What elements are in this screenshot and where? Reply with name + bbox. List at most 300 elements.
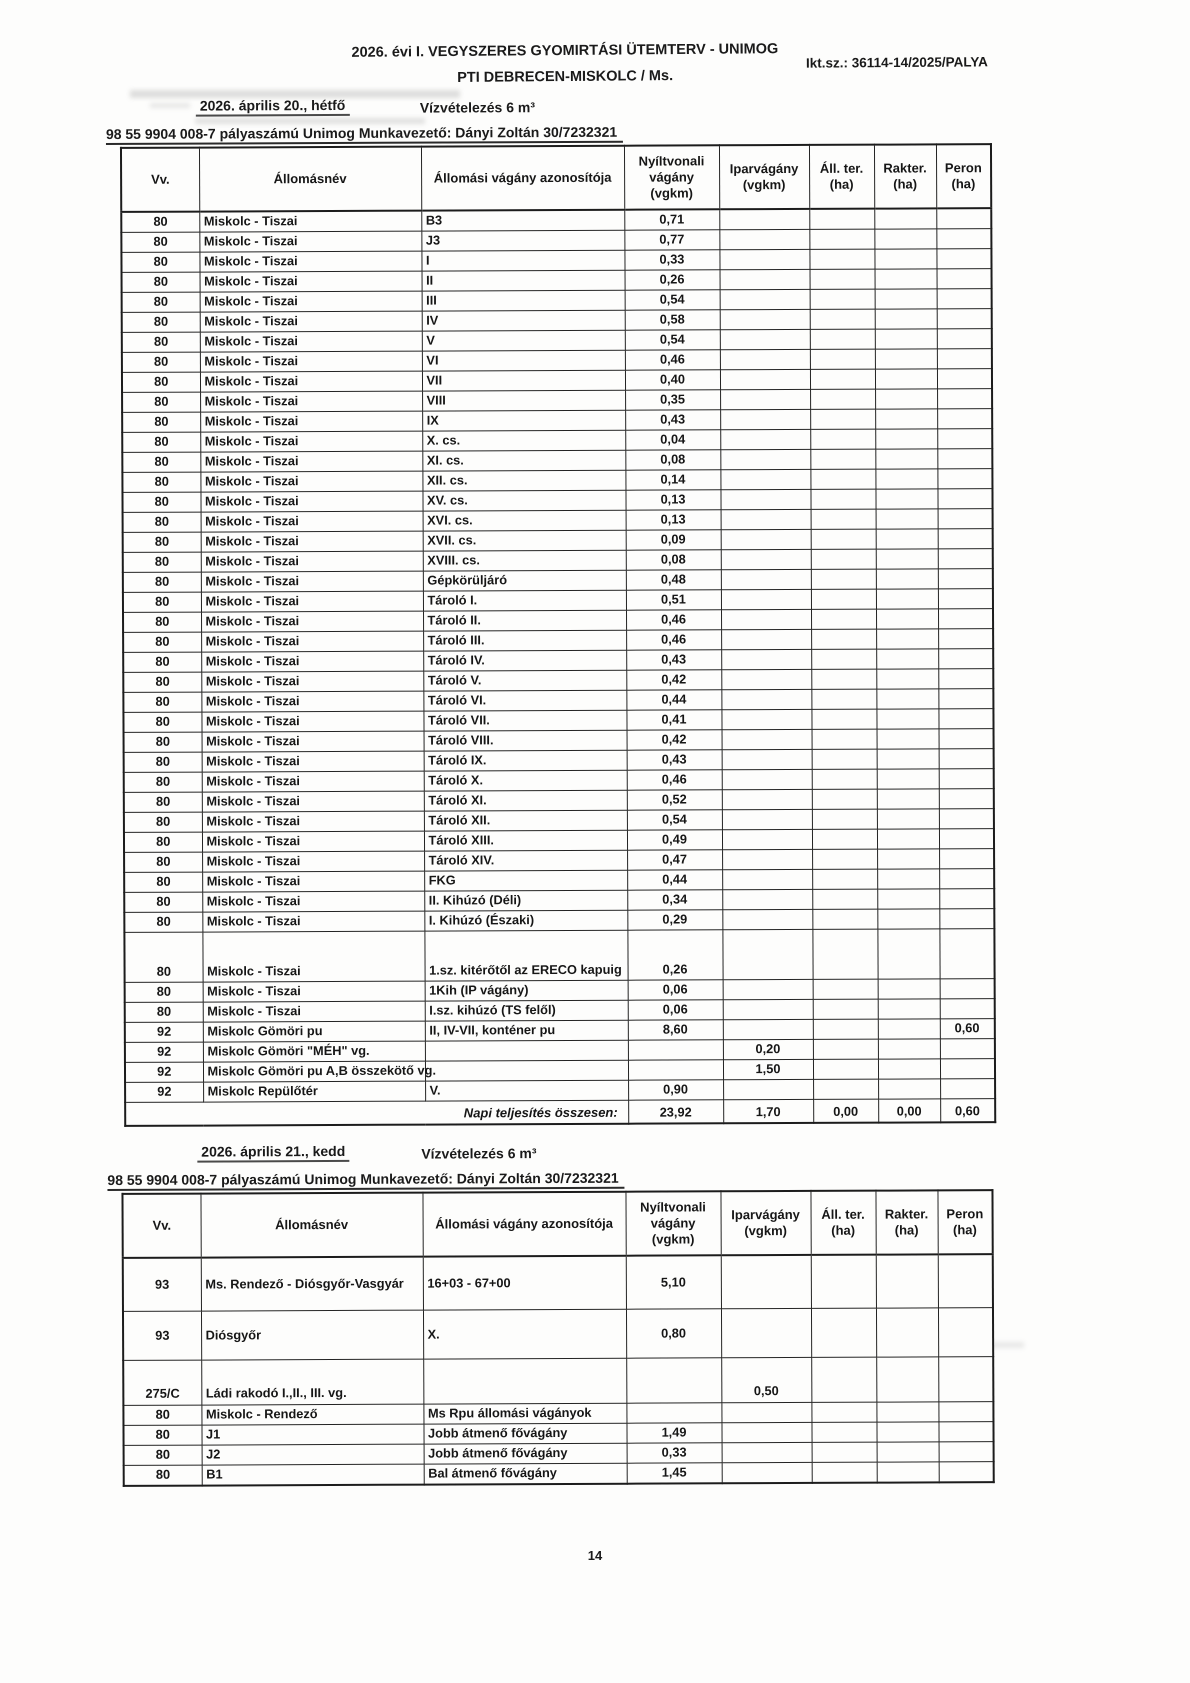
table-cell: 80	[124, 732, 202, 752]
table-cell: 80	[124, 912, 202, 932]
table-cell	[875, 309, 937, 329]
table-cell: 0,50	[721, 1357, 811, 1402]
table-cell: Miskolc - Tiszai	[199, 251, 421, 272]
table-cell: Miskolc Repülőtér	[203, 1081, 425, 1102]
table-cell	[876, 529, 938, 549]
table-cell	[721, 589, 811, 609]
table-row	[123, 1254, 993, 1311]
table-cell: 0,42	[627, 730, 722, 750]
table-cell: 80	[124, 932, 202, 982]
table-cell	[810, 449, 875, 469]
table-cell	[812, 809, 877, 829]
table-cell: B3	[421, 210, 624, 231]
table-cell: 93	[123, 1311, 201, 1360]
table-cell: Miskolc - Tiszai	[200, 391, 422, 412]
table-cell: II. Kihúzó (Déli)	[424, 890, 627, 911]
document-reference-number: Ikt.sz.: 36114-14/2025/PALYA	[805, 54, 988, 71]
table-cell	[875, 389, 937, 409]
table-cell	[720, 329, 810, 349]
table-cell	[938, 1357, 993, 1402]
table-cell	[721, 1255, 811, 1309]
table-cell	[720, 389, 810, 409]
table-cell: VI	[422, 350, 625, 371]
table-cell: Miskolc - Tiszai	[202, 871, 424, 892]
table-cell: II, IV-VII, konténer pu	[425, 1020, 628, 1041]
table-cell	[876, 1357, 938, 1402]
table-cell: 0,13	[626, 510, 721, 530]
table-cell: 80	[123, 672, 201, 692]
table-cell	[811, 509, 876, 529]
table-cell: Miskolc - Tiszai	[201, 711, 423, 732]
table-cell	[937, 429, 992, 449]
table-cell	[876, 649, 938, 669]
table-cell	[809, 209, 874, 230]
table-cell: 0,71	[624, 209, 719, 230]
table-cell: Miskolc - Tiszai	[200, 331, 422, 352]
table-cell: 0,44	[626, 690, 721, 710]
table-cell	[875, 369, 937, 389]
table-cell: 80	[122, 392, 200, 412]
daily-total-label: Napi teljesítés összesen:	[125, 1100, 628, 1126]
table-cell: Miskolc - Rendező	[201, 1404, 423, 1425]
table-cell	[626, 1358, 721, 1403]
table-cell: 0,20	[723, 1039, 813, 1059]
table-cell	[628, 1040, 723, 1060]
table-row	[123, 1357, 993, 1406]
table-cell: 0,35	[625, 390, 720, 410]
table-cell	[878, 1059, 940, 1079]
table-cell: 80	[122, 452, 200, 472]
table-cell: X. cs.	[422, 430, 625, 451]
col-header-open-line: Nyíltvonali vágány (vgkm)	[624, 145, 719, 209]
table-cell	[811, 649, 876, 669]
table-cell	[812, 1442, 877, 1462]
table-cell	[720, 349, 810, 369]
table-cell	[425, 1040, 628, 1061]
table-cell: 80	[123, 1405, 201, 1425]
table-cell	[722, 849, 812, 869]
table-cell: Miskolc - Tiszai	[201, 571, 423, 592]
col-header-industrial: Iparvágány (vgkm)	[719, 145, 809, 209]
title-line-1: 2026. évi I. VEGYSZERES GYOMIRTÁSI ÜTEMTERV - UNIMOG	[351, 41, 779, 61]
table-cell: 1.sz. kitérőtől az ERECO kapuig	[424, 930, 627, 981]
table-cell: Miskolc - Tiszai	[202, 771, 424, 792]
table-cell: 0,08	[626, 550, 721, 570]
table-cell	[723, 999, 813, 1019]
table-cell: 0,77	[624, 230, 719, 250]
table-cell: 80	[123, 512, 201, 532]
table-cell	[938, 529, 993, 549]
table-cell	[722, 789, 812, 809]
col-header-platform: Peron (ha)	[937, 1190, 992, 1254]
table-cell	[939, 849, 994, 869]
table-cell: Miskolc - Tiszai	[200, 271, 422, 292]
table-cell	[877, 829, 939, 849]
table-cell	[875, 449, 937, 469]
table-cell	[721, 689, 811, 709]
table-cell: 0,43	[625, 410, 720, 430]
col-header-vv: Vv.	[121, 148, 199, 212]
table-cell: 80	[123, 532, 201, 552]
table-cell	[877, 809, 939, 829]
table-cell: Tároló XIII.	[424, 830, 627, 851]
table-cell	[874, 249, 936, 269]
table-cell: XVI. cs.	[423, 510, 626, 531]
table-cell	[810, 489, 875, 509]
table-cell: 0,48	[626, 570, 721, 590]
table-cell	[939, 789, 994, 809]
schedule-table	[120, 143, 996, 1127]
table-cell	[938, 629, 993, 649]
table-cell: I. Kihúzó (Északi)	[424, 910, 627, 931]
table-cell: Ms. Rendező - Diósgyőr-Vasgyár	[201, 1257, 423, 1311]
table-cell	[721, 649, 811, 669]
table-cell: 93	[123, 1258, 201, 1312]
table-cell	[812, 729, 877, 749]
table-cell: 0,34	[627, 890, 722, 910]
table-cell	[722, 769, 812, 789]
table-cell	[938, 569, 993, 589]
table-cell	[937, 489, 992, 509]
table-cell: 0,52	[627, 790, 722, 810]
table-cell: Bal átmenő fővágány	[424, 1463, 627, 1484]
table-cell	[811, 549, 876, 569]
table-cell	[721, 569, 811, 589]
table-cell	[811, 569, 876, 589]
col-header-station: Állomásnév	[199, 147, 421, 212]
table-cell: J1	[201, 1424, 423, 1445]
table-cell: 80	[124, 792, 202, 812]
table-cell: 1Kih (IP vágány)	[425, 980, 628, 1001]
table-cell	[721, 529, 811, 549]
table-cell: 80	[124, 1445, 202, 1465]
table-cell	[425, 1060, 628, 1081]
table-cell: Miskolc - Tiszai	[200, 411, 422, 432]
table-cell	[940, 1079, 995, 1099]
table-cell	[721, 549, 811, 569]
table-cell: J2	[202, 1444, 424, 1465]
table-cell: 80	[122, 432, 200, 452]
table-cell	[938, 1308, 993, 1357]
table-cell: Tároló VIII.	[424, 730, 627, 751]
table-cell	[877, 909, 939, 929]
table-cell	[936, 208, 991, 229]
table-cell: 1,45	[627, 1463, 722, 1484]
table-cell: 1,50	[723, 1059, 813, 1079]
table-cell	[722, 869, 812, 889]
table-cell: Tároló II.	[423, 610, 626, 631]
table-cell	[720, 429, 810, 449]
table-cell: Miskolc - Tiszai	[200, 451, 422, 472]
table-cell: 80	[123, 552, 201, 572]
table-cell	[720, 449, 810, 469]
table-cell	[720, 489, 810, 509]
table-cell	[810, 329, 875, 349]
table-cell	[722, 1462, 812, 1483]
table-cell	[938, 649, 993, 669]
table-cell: Miskolc - Tiszai	[202, 851, 424, 872]
table-cell	[876, 1308, 938, 1357]
table-cell	[878, 999, 940, 1019]
table-cell: Miskolc - Tiszai	[202, 811, 424, 832]
table-cell	[937, 329, 992, 349]
table-cell: 275/C	[123, 1360, 201, 1405]
table-cell	[937, 389, 992, 409]
schedule-section-april-21	[107, 1140, 1002, 1487]
table-cell	[938, 689, 993, 709]
table-cell	[878, 1039, 940, 1059]
table-cell: VII	[422, 370, 625, 391]
table-cell: 80	[124, 812, 202, 832]
table-cell	[875, 349, 937, 369]
table-cell: 80	[123, 692, 201, 712]
table-cell	[876, 509, 938, 529]
table-cell	[877, 789, 939, 809]
table-cell: Tároló X.	[424, 770, 627, 791]
table-cell: Miskolc - Tiszai	[203, 981, 425, 1002]
table-cell: 0,54	[625, 290, 720, 310]
table-cell: Miskolc - Tiszai	[199, 211, 421, 232]
table-cell	[938, 1402, 993, 1422]
table-cell: XVII. cs.	[423, 530, 626, 551]
table-cell	[810, 409, 875, 429]
table-cell	[723, 1079, 813, 1099]
table-cell	[939, 769, 994, 789]
table-cell: Miskolc - Tiszai	[201, 651, 423, 672]
table-cell	[720, 409, 810, 429]
table-cell	[876, 629, 938, 649]
table-cell: Jobb átmenő fővágány	[423, 1423, 626, 1444]
table-cell: 80	[122, 352, 200, 372]
table-cell	[812, 869, 877, 889]
table-cell: VIII	[422, 390, 625, 411]
table-cell: Miskolc - Tiszai	[200, 291, 422, 312]
table-cell	[937, 349, 992, 369]
table-cell: 80	[123, 1425, 201, 1445]
table-cell: Miskolc Gömöri pu	[203, 1021, 425, 1042]
table-cell: 0,29	[627, 910, 722, 930]
table-cell: 80	[122, 272, 200, 292]
table-cell	[877, 849, 939, 869]
table-cell	[720, 269, 810, 289]
table-cell: 80	[124, 1465, 202, 1486]
table-cell	[626, 1403, 721, 1423]
table-cell: 80	[122, 412, 200, 432]
table-cell: Tároló I.	[423, 590, 626, 611]
table-cell: Tároló XIV.	[424, 850, 627, 871]
daily-total-row	[125, 1099, 995, 1126]
table-cell: 0,46	[625, 350, 720, 370]
table-cell	[811, 629, 876, 649]
table-cell	[723, 979, 813, 999]
table-cell	[876, 689, 938, 709]
col-header-track-id: Állomási vágány azonosítója	[421, 146, 624, 211]
table-cell	[940, 1059, 995, 1079]
table-cell: II	[422, 270, 625, 291]
table-row	[123, 1308, 993, 1361]
table-cell: 8,60	[628, 1020, 723, 1040]
table-cell: 0,51	[626, 590, 721, 610]
table-cell	[875, 489, 937, 509]
table-cell: I.sz. kihúzó (TS felől)	[425, 1000, 628, 1021]
table-cell: Gépkörüljáró	[423, 570, 626, 591]
table-cell: XV. cs.	[422, 490, 625, 511]
table-cell	[811, 529, 876, 549]
col-header-station-area: Áll. ter. (ha)	[810, 1191, 875, 1255]
table-cell	[938, 709, 993, 729]
table-cell	[876, 609, 938, 629]
table-cell: Miskolc - Tiszai	[201, 631, 423, 652]
table-cell: Diósgyőr	[201, 1310, 423, 1360]
table-cell: Miskolc - Tiszai	[202, 831, 424, 852]
table-cell	[810, 309, 875, 329]
table-cell	[876, 589, 938, 609]
table-cell: 0,33	[627, 1443, 722, 1463]
table-cell	[877, 929, 939, 979]
table-cell	[810, 369, 875, 389]
table-cell: Miskolc - Tiszai	[202, 911, 424, 932]
table-cell: Miskolc - Tiszai	[200, 371, 422, 392]
table-cell: 80	[125, 1002, 203, 1022]
table-cell	[877, 869, 939, 889]
table-cell: XI. cs.	[422, 450, 625, 471]
day-header	[120, 94, 1000, 122]
document-title	[330, 42, 800, 86]
table-cell	[812, 849, 877, 869]
table-cell	[875, 329, 937, 349]
table-cell	[722, 729, 812, 749]
table-cell	[939, 869, 994, 889]
table-cell	[940, 999, 995, 1019]
table-cell: 0,60	[940, 1019, 995, 1039]
table-cell: 16+03 - 67+00	[423, 1256, 626, 1310]
total-open-line: 23,92	[628, 1100, 723, 1124]
table-cell: 0,06	[628, 980, 723, 1000]
table-cell: Miskolc - Tiszai	[200, 431, 422, 452]
table-cell	[876, 709, 938, 729]
table-cell	[722, 809, 812, 829]
table-cell: V	[422, 330, 625, 351]
table-cell	[810, 289, 875, 309]
table-cell	[938, 1254, 993, 1308]
table-cell	[721, 509, 811, 529]
table-cell: Miskolc - Tiszai	[201, 691, 423, 712]
table-cell: 80	[124, 772, 202, 792]
day-date: 2026. április 20., hétfő	[196, 97, 350, 117]
table-cell: Miskolc - Tiszai	[203, 1001, 425, 1022]
table-cell: Miskolc - Tiszai	[202, 751, 424, 772]
table-cell	[938, 509, 993, 529]
table-cell: I	[421, 250, 624, 271]
table-cell	[720, 309, 810, 329]
col-header-vv: Vv.	[122, 1194, 200, 1258]
table-cell	[812, 1462, 877, 1483]
table-cell	[939, 1442, 994, 1462]
table-cell	[938, 1422, 993, 1442]
table-cell	[877, 889, 939, 909]
table-cell: 80	[122, 372, 200, 392]
table-cell: Miskolc - Tiszai	[201, 531, 423, 552]
table-cell: 92	[125, 1022, 203, 1042]
table-cell: Tároló XII.	[424, 810, 627, 831]
table-cell	[811, 1255, 876, 1309]
table-cell	[936, 249, 991, 269]
table-cell: 80	[123, 712, 201, 732]
table-cell	[812, 929, 877, 979]
table-cell	[719, 209, 809, 230]
table-cell	[937, 469, 992, 489]
total-platform: 0,60	[940, 1099, 995, 1123]
table-cell: 80	[121, 212, 199, 233]
table-cell	[937, 409, 992, 429]
table-cell: 0,04	[625, 430, 720, 450]
table-cell	[719, 229, 809, 249]
table-cell	[813, 1039, 878, 1059]
table-cell: 0,80	[626, 1309, 721, 1358]
table-cell	[811, 689, 876, 709]
table-cell: Miskolc - Tiszai	[201, 511, 423, 532]
table-cell	[940, 979, 995, 999]
table-cell	[876, 1422, 938, 1442]
table-cell	[877, 749, 939, 769]
table-cell	[423, 1358, 626, 1404]
table-cell: 80	[123, 572, 201, 592]
table-cell	[721, 1308, 811, 1357]
table-cell: 80	[125, 982, 203, 1002]
table-cell	[939, 909, 994, 929]
table-cell: 0,54	[625, 330, 720, 350]
table-cell: 0,40	[625, 370, 720, 390]
table-cell: Miskolc - Tiszai	[200, 491, 422, 512]
table-cell: 0,44	[627, 870, 722, 890]
title-line-2: PTI DEBRECEN-MISKOLC / Ms.	[457, 67, 674, 86]
table-cell	[937, 289, 992, 309]
table-cell	[810, 269, 875, 289]
table-cell	[811, 1422, 876, 1442]
table-cell: 92	[125, 1062, 203, 1082]
table-cell: 80	[122, 472, 200, 492]
table-header-row	[121, 144, 991, 212]
table-cell: 0,33	[624, 250, 719, 270]
table-cell	[722, 1442, 812, 1462]
table-cell: 80	[124, 832, 202, 852]
table-cell: 0,42	[626, 670, 721, 690]
table-cell: III	[422, 290, 625, 311]
table-cell: 0,13	[625, 490, 720, 510]
total-loading-area: 0,00	[878, 1099, 940, 1123]
table-cell	[813, 1019, 878, 1039]
table-cell	[939, 809, 994, 829]
table-row	[124, 929, 994, 983]
table-cell	[937, 309, 992, 329]
table-cell	[722, 929, 812, 979]
table-cell	[939, 929, 994, 979]
table-cell	[719, 249, 809, 269]
table-cell: 80	[124, 852, 202, 872]
table-cell: 5,10	[626, 1255, 721, 1309]
table-cell: 92	[125, 1042, 203, 1062]
table-cell: 80	[122, 292, 200, 312]
table-cell	[812, 889, 877, 909]
table-cell	[939, 889, 994, 909]
table-cell: Miskolc Gömöri pu A,B összekötő vg.	[203, 1061, 425, 1082]
water-intake-note: Vízvételezés 6 m³	[421, 1145, 537, 1162]
table-cell: Tároló VI.	[423, 690, 626, 711]
table-cell: 80	[122, 312, 200, 332]
table-cell	[812, 909, 877, 929]
table-cell: Miskolc - Tiszai	[202, 891, 424, 912]
table-cell	[875, 289, 937, 309]
